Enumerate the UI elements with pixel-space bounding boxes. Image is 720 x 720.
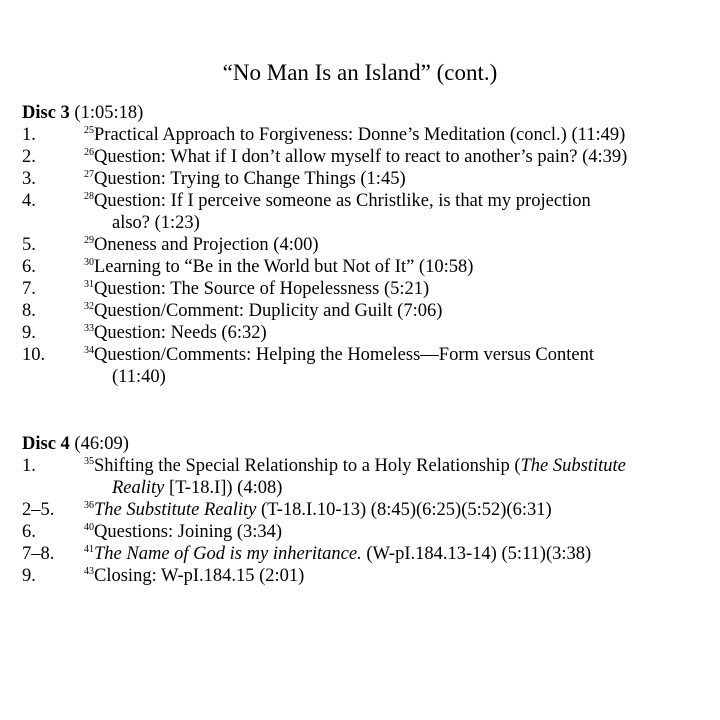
footnote-number: 36 [84, 500, 94, 511]
footnote-number: 32 [84, 301, 94, 312]
track-row [22, 168, 702, 190]
track-row [22, 300, 702, 322]
footnote-number: 34 [84, 345, 94, 356]
track-number: 8. [22, 301, 36, 321]
track-title: Question: The Source of Hopelessness (5:21) [94, 279, 430, 299]
track-number: 3. [22, 169, 36, 189]
disc-4-heading [22, 433, 702, 455]
disc-3-heading [22, 102, 702, 124]
track-title: Question: Needs (6:32) [94, 323, 267, 343]
track-number: 6. [22, 257, 36, 277]
track-number: 1. [22, 456, 36, 476]
track-title-italic: The Substitute Reality [94, 500, 257, 520]
track-title: Oneness and Projection (4:00) [94, 235, 319, 255]
track-number: 9. [22, 323, 36, 343]
track-number: 10. [22, 345, 46, 365]
footnote-number: 41 [84, 544, 94, 555]
track-title: Question: If I perceive someone as Christlike, is that my projection [94, 191, 591, 211]
track-number: 2–5. [22, 500, 55, 520]
footnote-number: 33 [84, 323, 94, 334]
track-row [22, 344, 702, 388]
track-title-rest: [T-18.I]) (4:08) [164, 478, 283, 498]
track-row [22, 455, 702, 499]
footnote-number: 25 [84, 125, 94, 136]
disc-3-label: Disc 3 [22, 103, 70, 123]
footnote-number: 43 [84, 566, 94, 577]
track-row [22, 256, 702, 278]
track-title: Question/Comment: Duplicity and Guilt (7:06) [94, 301, 443, 321]
track-title-continuation: also? (1:23) [112, 213, 200, 233]
page-title: “No Man Is an Island” (cont.) [222, 60, 498, 85]
track-title: Closing: W-pI.184.15 (2:01) [94, 566, 305, 586]
track-row [22, 190, 702, 234]
footnote-number: 31 [84, 279, 94, 290]
track-row [22, 322, 702, 344]
track-number: 6. [22, 522, 36, 542]
track-number: 5. [22, 235, 36, 255]
track-title-rest: (W-pI.184.13-14) (5:11)(3:38) [361, 544, 592, 564]
track-title: Practical Approach to Forgiveness: Donne’s Meditation (concl.) (11:49) [94, 125, 626, 145]
footnote-number: 27 [84, 169, 94, 180]
track-title-rest: (T-18.I.10-13) (8:45)(6:25)(5:52)(6:31) [256, 500, 552, 520]
track-title-continuation [84, 477, 702, 499]
track-row [22, 146, 702, 168]
track-title: Shifting the Special Relationship to a Holy Relationship ( [94, 456, 521, 476]
track-title: Questions: Joining (3:34) [94, 522, 283, 542]
track-title: Question: What if I don’t allow myself to react to another’s pain? (4:39) [94, 147, 628, 167]
track-row [22, 124, 702, 146]
track-number: 4. [22, 191, 36, 211]
footnote-number: 28 [84, 191, 94, 202]
footnote-number: 30 [84, 257, 94, 268]
track-number: 7–8. [22, 544, 55, 564]
track-title-continuation: (11:40) [112, 367, 166, 387]
disc-3-section [22, 102, 702, 388]
footnote-number: 40 [84, 522, 94, 533]
track-row [22, 543, 702, 565]
footnote-number: 26 [84, 147, 94, 158]
disc-4-section [22, 433, 702, 587]
track-title: Question: Trying to Change Things (1:45) [94, 169, 406, 189]
track-row [22, 521, 702, 543]
track-title-italic: The Substitute [520, 456, 626, 476]
track-title: Learning to “Be in the World but Not of It” (10:58) [94, 257, 474, 277]
track-number: 1. [22, 125, 36, 145]
track-row [22, 234, 702, 256]
track-number: 9. [22, 566, 36, 586]
track-row [22, 499, 702, 521]
track-number: 2. [22, 147, 36, 167]
track-row [22, 278, 702, 300]
track-title-italic: Reality [112, 478, 165, 498]
footnote-number: 29 [84, 235, 94, 246]
disc-3-duration: (1:05:18) [69, 103, 144, 123]
track-row [22, 565, 702, 587]
footnote-number: 35 [84, 456, 94, 467]
track-title: Question/Comments: Helping the Homeless—Form versus Content [94, 345, 594, 365]
disc-4-duration: (46:09) [69, 434, 129, 454]
disc-4-label: Disc 4 [22, 434, 70, 454]
track-number: 7. [22, 279, 36, 299]
track-title-italic: The Name of God is my inheritance. [94, 544, 362, 564]
